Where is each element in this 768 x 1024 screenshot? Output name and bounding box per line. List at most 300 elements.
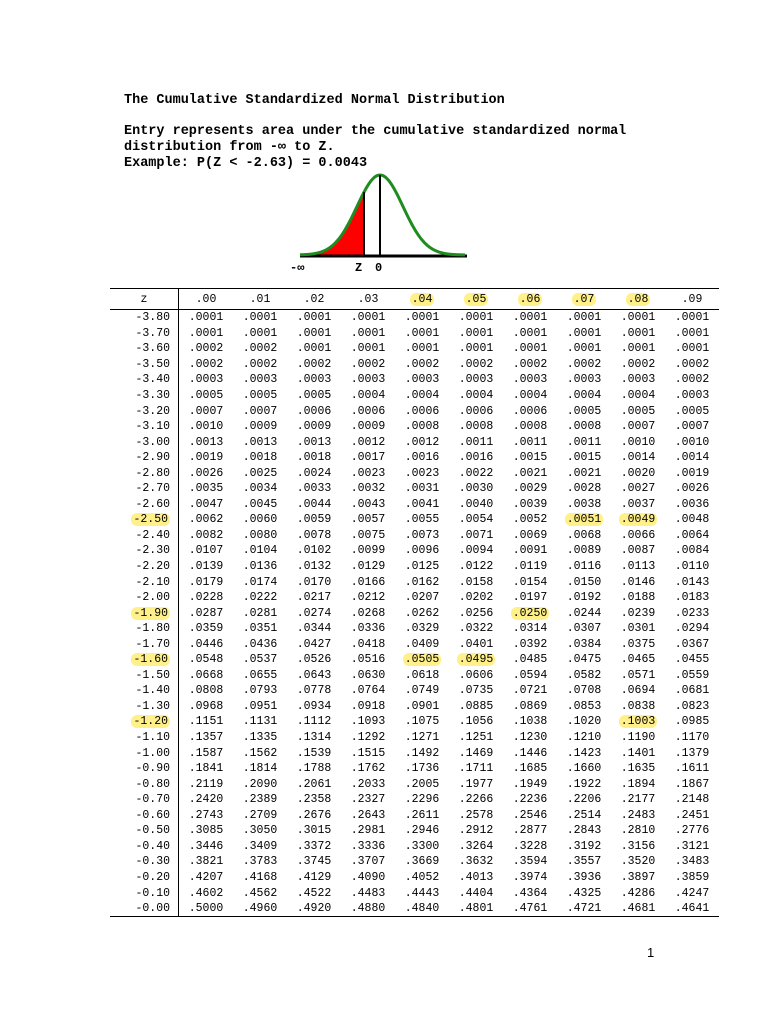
z-value-cell xyxy=(110,761,179,777)
probability-value: .0495 xyxy=(458,653,494,667)
probability-cell xyxy=(449,528,503,544)
probability-cell xyxy=(179,745,234,761)
probability-value: .4404 xyxy=(458,886,494,900)
probability-value: .0401 xyxy=(458,637,494,651)
probability-value: .3821 xyxy=(188,855,224,869)
probability-value: .0002 xyxy=(512,357,548,371)
header-col xyxy=(557,289,611,310)
probability-cell xyxy=(395,419,449,435)
probability-cell xyxy=(665,497,719,513)
probability-value: .4443 xyxy=(404,886,440,900)
probability-value: .0582 xyxy=(566,668,602,682)
probability-value: .1922 xyxy=(566,777,602,791)
probability-cell xyxy=(233,668,287,684)
probability-value: .0039 xyxy=(512,497,548,511)
probability-cell xyxy=(179,854,234,870)
probability-value: .0162 xyxy=(404,575,440,589)
probability-value: .3121 xyxy=(674,839,710,853)
probability-value: .0018 xyxy=(242,451,278,465)
probability-cell xyxy=(179,683,234,699)
probability-value: .4840 xyxy=(404,902,440,916)
probability-cell xyxy=(557,699,611,715)
probability-value: .0047 xyxy=(188,497,224,511)
probability-value: .1587 xyxy=(188,746,224,760)
probability-value: .1230 xyxy=(512,731,548,745)
probability-cell xyxy=(503,901,557,917)
probability-value: .1611 xyxy=(674,762,710,776)
probability-cell xyxy=(449,652,503,668)
probability-value: .0006 xyxy=(512,404,548,418)
probability-value: .0029 xyxy=(512,482,548,496)
z-value-cell xyxy=(110,683,179,699)
probability-value: .0002 xyxy=(620,357,656,371)
probability-cell xyxy=(665,574,719,590)
probability-cell xyxy=(449,714,503,730)
probability-cell xyxy=(179,419,234,435)
z-value: -0.10 xyxy=(135,886,170,900)
z-value-cell xyxy=(110,699,179,715)
probability-cell xyxy=(341,528,395,544)
probability-cell xyxy=(665,559,719,575)
header-col xyxy=(341,289,395,310)
probability-value: .0016 xyxy=(458,451,494,465)
probability-cell xyxy=(233,481,287,497)
probability-cell xyxy=(449,450,503,466)
probability-value: .0089 xyxy=(566,544,602,558)
probability-value: .0036 xyxy=(674,497,710,511)
probability-cell xyxy=(341,590,395,606)
probability-cell xyxy=(611,745,665,761)
probability-value: .4207 xyxy=(188,870,224,884)
probability-cell xyxy=(611,590,665,606)
probability-value: .0001 xyxy=(296,326,332,340)
probability-cell xyxy=(395,885,449,901)
probability-value: .0250 xyxy=(512,606,548,620)
probability-value: .0001 xyxy=(674,326,710,340)
probability-value: .0025 xyxy=(242,466,278,480)
probability-value: .0005 xyxy=(674,404,710,418)
probability-value: .4013 xyxy=(458,870,494,884)
probability-cell xyxy=(179,776,234,792)
table-row xyxy=(110,792,719,808)
probability-cell xyxy=(449,590,503,606)
probability-cell xyxy=(449,574,503,590)
probability-cell xyxy=(665,434,719,450)
probability-cell xyxy=(341,481,395,497)
probability-cell xyxy=(233,901,287,917)
probability-cell xyxy=(287,372,341,388)
probability-cell xyxy=(503,668,557,684)
table-row xyxy=(110,668,719,684)
probability-value: .0045 xyxy=(242,497,278,511)
probability-value: .0051 xyxy=(566,513,602,527)
table-row xyxy=(110,683,719,699)
probability-cell xyxy=(557,357,611,373)
probability-cell xyxy=(287,310,341,326)
z-value: -0.30 xyxy=(135,855,170,869)
z-value: -0.20 xyxy=(135,870,170,884)
probability-value: .0010 xyxy=(188,420,224,434)
probability-cell xyxy=(665,621,719,637)
probability-value: .0006 xyxy=(350,404,386,418)
probability-value: .0003 xyxy=(242,373,278,387)
probability-value: .4364 xyxy=(512,886,548,900)
probability-value: .1251 xyxy=(458,731,494,745)
probability-cell xyxy=(503,497,557,513)
probability-cell xyxy=(449,792,503,808)
probability-value: .3015 xyxy=(296,824,332,838)
probability-cell xyxy=(233,621,287,637)
probability-value: .3264 xyxy=(458,839,494,853)
probability-cell xyxy=(503,574,557,590)
probability-value: .0244 xyxy=(566,606,602,620)
probability-value: .0003 xyxy=(512,373,548,387)
probability-cell xyxy=(611,761,665,777)
probability-value: .0367 xyxy=(674,637,710,651)
header-label: .09 xyxy=(681,292,703,306)
probability-cell xyxy=(611,730,665,746)
probability-value: .1635 xyxy=(620,762,656,776)
probability-value: .0064 xyxy=(674,528,710,542)
probability-cell xyxy=(665,419,719,435)
probability-cell xyxy=(449,605,503,621)
probability-cell xyxy=(287,543,341,559)
probability-cell xyxy=(611,528,665,544)
probability-cell xyxy=(395,403,449,419)
probability-value: .0001 xyxy=(512,326,548,340)
probability-value: .1894 xyxy=(620,777,656,791)
probability-value: .0516 xyxy=(350,653,386,667)
probability-cell xyxy=(449,357,503,373)
z-value: -3.20 xyxy=(135,404,170,418)
z-value-cell xyxy=(110,745,179,761)
probability-cell xyxy=(395,761,449,777)
probability-cell xyxy=(611,310,665,326)
probability-value: .4247 xyxy=(674,886,710,900)
probability-cell xyxy=(395,326,449,342)
table-row xyxy=(110,808,719,824)
probability-value: .0003 xyxy=(404,373,440,387)
probability-cell xyxy=(179,730,234,746)
probability-cell xyxy=(611,512,665,528)
probability-cell xyxy=(395,668,449,684)
probability-value: .0307 xyxy=(566,622,602,636)
probability-value: .0003 xyxy=(296,373,332,387)
probability-cell xyxy=(395,621,449,637)
probability-cell xyxy=(395,543,449,559)
probability-value: .0268 xyxy=(350,606,386,620)
probability-cell xyxy=(341,885,395,901)
probability-cell xyxy=(611,683,665,699)
probability-value: .2643 xyxy=(350,808,386,822)
probability-cell xyxy=(557,590,611,606)
probability-value: .1423 xyxy=(566,746,602,760)
probability-value: .3897 xyxy=(620,870,656,884)
probability-value: .0166 xyxy=(350,575,386,589)
probability-value: .0006 xyxy=(296,404,332,418)
probability-cell xyxy=(233,434,287,450)
probability-cell xyxy=(179,574,234,590)
probability-cell xyxy=(665,357,719,373)
probability-cell xyxy=(179,699,234,715)
probability-value: .0015 xyxy=(512,451,548,465)
probability-value: .1112 xyxy=(296,715,332,729)
z-value: -1.90 xyxy=(133,606,168,620)
probability-value: .0001 xyxy=(512,311,548,325)
probability-cell xyxy=(233,885,287,901)
z-value: -2.40 xyxy=(135,528,170,542)
probability-cell xyxy=(179,434,234,450)
probability-value: .0183 xyxy=(674,591,710,605)
probability-cell xyxy=(449,808,503,824)
probability-value: .0002 xyxy=(242,357,278,371)
probability-cell xyxy=(503,683,557,699)
probability-cell xyxy=(179,901,234,917)
probability-cell xyxy=(557,808,611,824)
table-row xyxy=(110,636,719,652)
probability-cell xyxy=(395,792,449,808)
probability-value: .0869 xyxy=(512,699,548,713)
probability-value: .0001 xyxy=(350,311,386,325)
probability-cell xyxy=(611,668,665,684)
probability-value: .0329 xyxy=(404,622,440,636)
probability-value: .2206 xyxy=(566,793,602,807)
probability-cell xyxy=(179,512,234,528)
probability-value: .1446 xyxy=(512,746,548,760)
probability-cell xyxy=(395,636,449,652)
probability-value: .0021 xyxy=(512,466,548,480)
probability-cell xyxy=(557,559,611,575)
probability-value: .0026 xyxy=(188,466,224,480)
probability-value: .0170 xyxy=(296,575,332,589)
probability-cell xyxy=(395,901,449,917)
probability-value: .0001 xyxy=(350,326,386,340)
probability-cell xyxy=(557,512,611,528)
probability-cell xyxy=(611,574,665,590)
probability-cell xyxy=(665,512,719,528)
probability-value: .3156 xyxy=(620,839,656,853)
probability-value: .0735 xyxy=(458,684,494,698)
probability-cell xyxy=(611,403,665,419)
probability-value: .0004 xyxy=(458,389,494,402)
probability-cell xyxy=(449,341,503,357)
probability-cell xyxy=(557,730,611,746)
probability-value: .4880 xyxy=(350,902,386,916)
probability-value: .0009 xyxy=(350,420,386,434)
probability-cell xyxy=(287,808,341,824)
probability-value: .2743 xyxy=(188,808,224,822)
probability-value: .4602 xyxy=(188,886,224,900)
probability-cell xyxy=(665,668,719,684)
probability-value: .3228 xyxy=(512,839,548,853)
z-value: -3.40 xyxy=(135,373,170,387)
probability-value: .1314 xyxy=(296,731,332,745)
table-row xyxy=(110,574,719,590)
probability-value: .0027 xyxy=(620,482,656,496)
probability-cell xyxy=(341,497,395,513)
header-col xyxy=(179,289,234,310)
probability-value: .0314 xyxy=(512,622,548,636)
probability-value: .0174 xyxy=(242,575,278,589)
header-col xyxy=(665,289,719,310)
probability-cell xyxy=(287,730,341,746)
probability-cell xyxy=(179,481,234,497)
probability-value: .0708 xyxy=(566,684,602,698)
probability-cell xyxy=(341,776,395,792)
header-label: z xyxy=(140,292,148,306)
probability-value: .0012 xyxy=(350,435,386,449)
probability-cell xyxy=(233,823,287,839)
probability-value: .0643 xyxy=(296,668,332,682)
probability-cell xyxy=(665,326,719,342)
table-row xyxy=(110,512,719,528)
probability-cell xyxy=(449,621,503,637)
probability-cell xyxy=(179,465,234,481)
probability-cell xyxy=(449,901,503,917)
probability-cell xyxy=(395,388,449,404)
z-table xyxy=(110,288,719,917)
probability-value: .3594 xyxy=(512,855,548,869)
header-label: .02 xyxy=(303,292,325,306)
probability-cell xyxy=(557,419,611,435)
probability-value: .0008 xyxy=(566,420,602,434)
probability-value: .0287 xyxy=(188,606,224,620)
probability-cell xyxy=(341,341,395,357)
probability-cell xyxy=(341,372,395,388)
probability-value: .0023 xyxy=(404,466,440,480)
z-value: -2.20 xyxy=(135,560,170,574)
probability-value: .1056 xyxy=(458,715,494,729)
z-value-cell xyxy=(110,419,179,435)
probability-value: .0003 xyxy=(350,373,386,387)
probability-cell xyxy=(287,605,341,621)
probability-cell xyxy=(233,870,287,886)
probability-cell xyxy=(395,574,449,590)
probability-value: .2236 xyxy=(512,793,548,807)
probability-cell xyxy=(233,730,287,746)
probability-cell xyxy=(287,465,341,481)
probability-cell xyxy=(395,559,449,575)
probability-value: .0040 xyxy=(458,497,494,511)
probability-value: .3300 xyxy=(404,839,440,853)
probability-value: .0885 xyxy=(458,699,494,713)
probability-value: .0010 xyxy=(620,435,656,449)
probability-value: .1539 xyxy=(296,746,332,760)
probability-cell xyxy=(233,714,287,730)
probability-cell xyxy=(611,481,665,497)
probability-cell xyxy=(557,761,611,777)
probability-value: .0001 xyxy=(242,311,278,325)
probability-cell xyxy=(557,854,611,870)
probability-cell xyxy=(557,621,611,637)
probability-cell xyxy=(179,559,234,575)
probability-cell xyxy=(503,745,557,761)
probability-value: .0038 xyxy=(566,497,602,511)
table-row xyxy=(110,388,719,404)
probability-value: .1335 xyxy=(242,731,278,745)
probability-cell xyxy=(233,776,287,792)
table-row xyxy=(110,310,719,326)
probability-value: .2177 xyxy=(620,793,656,807)
table-row xyxy=(110,341,719,357)
probability-value: .0146 xyxy=(620,575,656,589)
probability-cell xyxy=(395,341,449,357)
probability-value: .3372 xyxy=(296,839,332,853)
probability-cell xyxy=(179,621,234,637)
probability-value: .4641 xyxy=(674,902,710,916)
table-row xyxy=(110,621,719,637)
probability-cell xyxy=(287,714,341,730)
probability-cell xyxy=(395,481,449,497)
probability-cell xyxy=(665,605,719,621)
probability-value: .0044 xyxy=(296,497,332,511)
probability-value: .4562 xyxy=(242,886,278,900)
probability-cell xyxy=(395,854,449,870)
probability-value: .0721 xyxy=(512,684,548,698)
probability-value: .0793 xyxy=(242,684,278,698)
probability-value: .0351 xyxy=(242,622,278,636)
probability-cell xyxy=(611,652,665,668)
probability-value: .0008 xyxy=(404,420,440,434)
probability-cell xyxy=(287,652,341,668)
probability-cell xyxy=(611,699,665,715)
probability-value: .0001 xyxy=(296,311,332,325)
probability-value: .1075 xyxy=(404,715,440,729)
probability-value: .0078 xyxy=(296,528,332,542)
probability-cell xyxy=(611,341,665,357)
probability-value: .1401 xyxy=(620,746,656,760)
probability-cell xyxy=(665,528,719,544)
probability-value: .3974 xyxy=(512,870,548,884)
probability-cell xyxy=(503,792,557,808)
probability-value: .0002 xyxy=(404,357,440,371)
probability-value: .2420 xyxy=(188,793,224,807)
probability-value: .0003 xyxy=(458,373,494,387)
probability-cell xyxy=(557,403,611,419)
probability-value: .3483 xyxy=(674,855,710,869)
probability-value: .0446 xyxy=(188,637,224,651)
description-line-3: Example: P(Z < -2.63) = 0.0043 xyxy=(124,156,368,171)
probability-value: .1357 xyxy=(188,731,224,745)
z-value: -3.00 xyxy=(135,435,170,449)
probability-cell xyxy=(449,730,503,746)
probability-value: .0075 xyxy=(350,528,386,542)
probability-value: .0207 xyxy=(404,591,440,605)
probability-cell xyxy=(449,823,503,839)
header-label: .04 xyxy=(411,292,433,306)
z-value: -2.10 xyxy=(135,575,170,589)
probability-value: .0233 xyxy=(674,606,710,620)
table-row xyxy=(110,699,719,715)
probability-value: .0002 xyxy=(566,357,602,371)
z-value-cell xyxy=(110,621,179,637)
z-value-cell xyxy=(110,372,179,388)
z-value: -1.40 xyxy=(135,684,170,698)
probability-value: .0526 xyxy=(296,653,332,667)
probability-cell xyxy=(341,683,395,699)
probability-cell xyxy=(179,823,234,839)
probability-cell xyxy=(665,543,719,559)
probability-cell xyxy=(611,792,665,808)
z-value-cell xyxy=(110,792,179,808)
probability-value: .0005 xyxy=(620,404,656,418)
probability-cell xyxy=(611,808,665,824)
probability-cell xyxy=(503,450,557,466)
probability-cell xyxy=(557,683,611,699)
probability-cell xyxy=(179,839,234,855)
probability-cell xyxy=(611,326,665,342)
probability-value: .0052 xyxy=(512,513,548,527)
